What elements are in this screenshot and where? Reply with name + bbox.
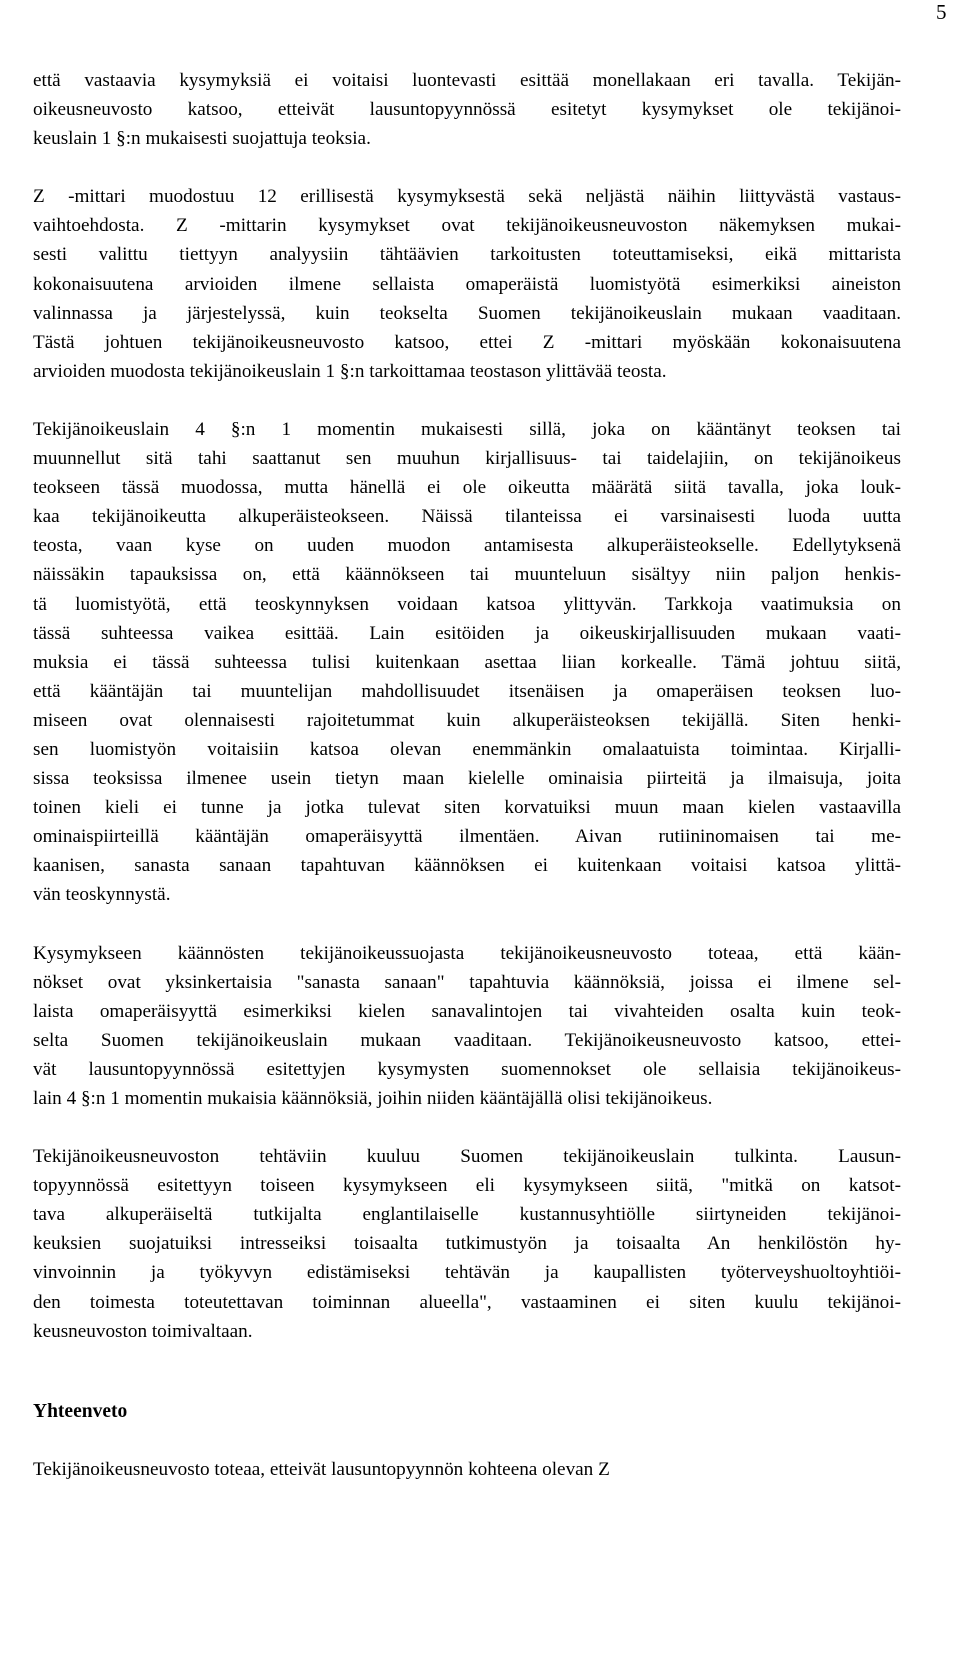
section-heading: Yhteenveto bbox=[33, 1400, 128, 1422]
text-line: vaihtoehdosta. Z -mittarin kysymykset ovat tekijänoikeusneuvoston näkemyksen mukai- bbox=[33, 215, 901, 237]
paragraph-5 bbox=[33, 1142, 901, 1346]
text-line: toinen kieli ei tunne ja jotka tulevat siten korvatuiksi muun maan kielen vastaavilla bbox=[33, 797, 901, 819]
text-line: vän teoskynnystä. bbox=[33, 884, 171, 906]
text-line: vät lausuntopyynnössä esitettyjen kysymysten suomennokset ole sellaisia tekijänoikeus- bbox=[33, 1058, 901, 1080]
page-number: 5 bbox=[936, 0, 947, 24]
text-line: sen luomistyön voitaisiin katsoa olevan enemmänkin omalaatuista toimintaa. Kirjalli- bbox=[33, 738, 901, 760]
text-line: keusneuvoston toimivaltaan. bbox=[33, 1320, 253, 1342]
text-line: että vastaavia kysymyksiä ei voitaisi luontevasti esittää monellakaan eri tavalla. Tekijän- bbox=[33, 70, 901, 91]
paragraph-spacer bbox=[33, 153, 901, 182]
text-line: Tekijänoikeuslain 4 §:n 1 momentin mukaisesti sillä, joka on kääntänyt teoksen tai bbox=[33, 418, 901, 440]
text-line: arvioiden muodosta tekijänoikeuslain 1 §:n tarkoittamaa teostason ylittävää teosta. bbox=[33, 360, 667, 382]
text-line: nökset ovat yksinkertaisia "sanasta sanaan" tapahtuvia käännöksiä, joissa ei ilmene sel- bbox=[33, 971, 901, 993]
text-line: tässä suhteessa vaikea esittää. Lain esitöiden ja oikeuskirjallisuuden mukaan vaati- bbox=[33, 622, 901, 644]
text-line: muunnellut sitä tahi saattanut sen muuhun kirjallisuus- tai taidelajiin, on tekijänoikeus bbox=[33, 448, 901, 470]
document-body bbox=[33, 66, 901, 1484]
text-line: teosta, vaan kyse on uuden muodon antamisesta alkuperäisteokselle. Edellytyksenä bbox=[33, 535, 901, 557]
text-line: Tekijänoikeusneuvoston tehtäviin kuuluu Suomen tekijänoikeuslain tulkinta. Lausun- bbox=[33, 1146, 901, 1168]
text-line: laista omaperäisyyttä esimerkiksi kielen sanavalintojen tai vivahteiden osalta kuin teok- bbox=[33, 1000, 901, 1022]
paragraph-spacer bbox=[33, 1426, 901, 1455]
text-line: topyynnössä esitettyyn toiseen kysymykseen eli kysymykseen siitä, "mitkä on katsot- bbox=[33, 1175, 901, 1197]
summary-paragraph bbox=[33, 1455, 901, 1484]
text-line: keuksien suojatuiksi intresseiksi toisaalta tutkimustyön ja toisaalta An henkilöstön hy- bbox=[33, 1233, 901, 1255]
text-line: tava alkuperäiseltä tutkijalta englantilaiselle kustannusyhtiölle siirtyneiden tekijänoi- bbox=[33, 1204, 901, 1226]
paragraph-4 bbox=[33, 939, 901, 1114]
text-line: sissa teoksissa ilmenee usein tietyn maan kielelle ominaisia piirteitä ja ilmaisuja, joita bbox=[33, 768, 901, 790]
text-line: tä luomistyötä, että teoskynnyksen voidaan katsoa ylittyvän. Tarkkoja vaatimuksia on bbox=[33, 593, 901, 615]
text-line: miseen ovat olennaisesti rajoitetummat kuin alkuperäisteoksen tekijällä. Siten henki- bbox=[33, 709, 901, 731]
text-line: Tästä johtuen tekijänoikeusneuvosto katsoo, ettei Z -mittari myöskään kokonaisuutena bbox=[33, 331, 901, 353]
paragraph-2 bbox=[33, 182, 901, 386]
text-line: oikeusneuvosto katsoo, etteivät lausuntopyynnössä esitetyt kysymykset ole tekijänoi- bbox=[33, 99, 901, 121]
text-line: keuslain 1 §:n mukaisesti suojattuja teoksia. bbox=[33, 128, 371, 150]
text-line: Tekijänoikeusneuvosto toteaa, etteivät lausuntopyynnön kohteena olevan Z bbox=[33, 1458, 610, 1480]
text-line: näissäkin tapauksissa on, että käännökseen tai muunteluun sisältyy niin paljon henkis- bbox=[33, 564, 901, 586]
section-spacer bbox=[33, 1346, 901, 1397]
text-line: kaanisen, sanasta sanaan tapahtuvan käännöksen ei kuitenkaan voitaisi katsoa ylittä- bbox=[33, 855, 901, 877]
text-line: Z -mittari muodostuu 12 erillisestä kysymyksestä sekä neljästä näihin liittyvästä vastaus- bbox=[33, 186, 901, 208]
paragraph-spacer bbox=[33, 910, 901, 939]
text-line: vinvoinnin ja työkyvyn edistämiseksi tehtävän ja kaupallisten työterveyshuoltoyhtiöi- bbox=[33, 1262, 901, 1284]
text-line: Kysymykseen käännösten tekijänoikeussuojasta tekijänoikeusneuvosto toteaa, että kään- bbox=[33, 942, 901, 964]
text-line: den toimesta toteutettavan toiminnan alueella", vastaaminen ei siten kuulu tekijänoi- bbox=[33, 1291, 901, 1313]
text-line: että kääntäjän tai muuntelijan mahdollisuudet itsenäisen ja omaperäisen teoksen luo- bbox=[33, 680, 901, 702]
text-line: valinnassa ja järjestelyssä, kuin teokselta Suomen tekijänoikeuslain mukaan vaaditaan. bbox=[33, 302, 901, 324]
paragraph-1 bbox=[33, 66, 901, 153]
text-line: kokonaisuutena arvioiden ilmene sellaista omaperäistä luomistyötä esimerkiksi aineiston bbox=[33, 273, 901, 295]
text-line: muksia ei tässä suhteessa tulisi kuitenkaan asettaa liian korkealle. Tämä johtuu siitä, bbox=[33, 651, 901, 673]
text-line: sesti valittu tiettyyn analyysiin tähtäävien tarkoitusten toteuttamiseksi, eikä mittarista bbox=[33, 244, 901, 266]
text-line: kaa tekijänoikeutta alkuperäisteokseen. Näissä tilanteissa ei varsinaisesti luoda uutta bbox=[33, 506, 901, 528]
text-line: ominaispiirteillä kääntäjän omaperäisyyttä ilmentäen. Aivan rutiininomaisen tai me- bbox=[33, 826, 901, 848]
text-line: lain 4 §:n 1 momentin mukaisia käännöksiä, joihin niiden kääntäjällä olisi tekijänoikeus. bbox=[33, 1088, 713, 1109]
paragraph-spacer bbox=[33, 386, 901, 415]
text-line: teokseen tässä muodossa, mutta hänellä ei ole oikeutta määrätä siitä tavalla, joka louk- bbox=[33, 477, 901, 499]
paragraph-spacer bbox=[33, 1113, 901, 1142]
text-line: selta Suomen tekijänoikeuslain mukaan vaaditaan. Tekijänoikeusneuvosto katsoo, ettei- bbox=[33, 1029, 901, 1051]
paragraph-3 bbox=[33, 415, 901, 910]
